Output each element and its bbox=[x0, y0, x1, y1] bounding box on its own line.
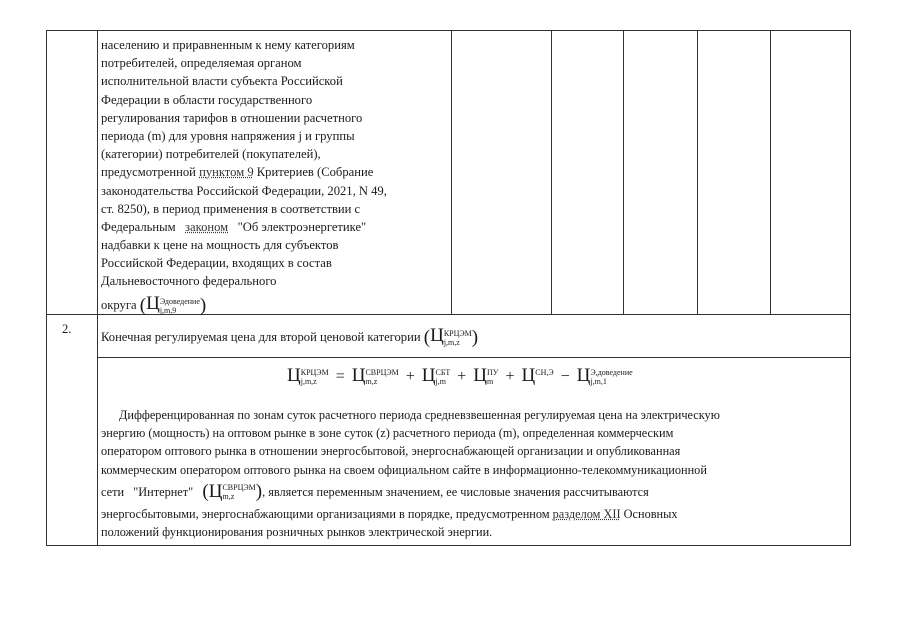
price-formula: Ц КРЦЭМ j,m,z = Ц СВРЦЭМ m,z + Ц СБТ j,m + Ц ПУ m + Ц СН,Э − Ц Э,доведение j,m,1 bbox=[287, 365, 633, 387]
text-line: сети "Интернет" ( Ц СВРЦЭМ m,z ) , является переменным значением, ее числовые значения рассчитываются bbox=[101, 480, 649, 502]
definition-paragraph bbox=[101, 406, 847, 541]
table-col4-border bbox=[623, 30, 624, 314]
text-line: периода (m) для уровня напряжения j и группы bbox=[101, 128, 355, 143]
text-line: населению и приравненным к нему категориям bbox=[101, 38, 355, 52]
text-line: надбавки к цене на мощность для субъектов bbox=[101, 238, 339, 253]
text-line: потребителей, определяемая органом bbox=[101, 56, 302, 71]
table-top-border bbox=[46, 30, 851, 31]
text-line: Федерации в области государственного bbox=[101, 92, 313, 107]
text-line: энергию (мощность) на оптовом рынке в зоне суток (z) расчетного периода (m), определенная коммерческим bbox=[101, 426, 674, 441]
table-col5-border bbox=[697, 30, 698, 314]
text-line: округа (Ц Эдоведение j,m,9 ) bbox=[101, 292, 207, 316]
row2-heading: Конечная регулируемая цена для второй ценовой категории (Ц КРЦЭМ j,m,z ) bbox=[101, 325, 479, 349]
table-right-border bbox=[850, 30, 851, 545]
text-line: энергосбытовыми, энергоснабжающими организациями в порядке, предусмотренном разделом XII Основных bbox=[101, 506, 678, 521]
text-line: предусмотренной пунктом 9 Критериев (Собрание bbox=[101, 165, 374, 180]
text-line: коммерческим оператором оптового рынка на своем официальном сайте в информационно-телекоммуникационной bbox=[101, 462, 707, 477]
tariff-symbol: Ц bbox=[146, 292, 160, 314]
table-col2-border bbox=[451, 30, 452, 314]
row-number: 2. bbox=[62, 322, 72, 336]
law-link[interactable]: законом bbox=[185, 219, 229, 234]
text-line: положений функционирования розничных рынков электрической энергии. bbox=[101, 524, 493, 539]
text-line: Федеральным законом "Об электроэнергетике" bbox=[101, 219, 367, 234]
text-line: законодательства Российской Федерации, 2021, N 49, bbox=[101, 183, 387, 198]
text-line: исполнительной власти субъекта Российской bbox=[101, 74, 343, 89]
text-line: оператором оптового рынка в отношении энергосбытовой, энергоснабжающей организации и опубликованная bbox=[101, 444, 681, 459]
table-col6-border bbox=[770, 30, 771, 314]
text-line: (категории) потребителей (покупателей), bbox=[101, 147, 321, 162]
text-line: Российской Федерации, входящих в состав bbox=[101, 256, 332, 271]
text-line: Дифференцированная по зонам суток расчетного периода средневзвешенная регулируемая цена на электрическую bbox=[119, 408, 720, 422]
punkt-9-link[interactable]: пунктом 9 bbox=[199, 165, 254, 180]
continuation-cell bbox=[101, 36, 447, 319]
text-line: ст. 8250), в период применения в соответствии с bbox=[101, 201, 361, 216]
row2-inner-separator bbox=[97, 357, 851, 358]
table-bottom-border bbox=[46, 545, 851, 546]
text-line: Дальневосточного федерального bbox=[101, 274, 277, 289]
section-xii-link[interactable]: разделом XII bbox=[552, 506, 621, 521]
table-col1-border bbox=[97, 30, 98, 545]
table-left-border bbox=[46, 30, 47, 545]
table-col3-border bbox=[551, 30, 552, 314]
text-line: регулирования тарифов в отношении расчетного bbox=[101, 110, 363, 125]
